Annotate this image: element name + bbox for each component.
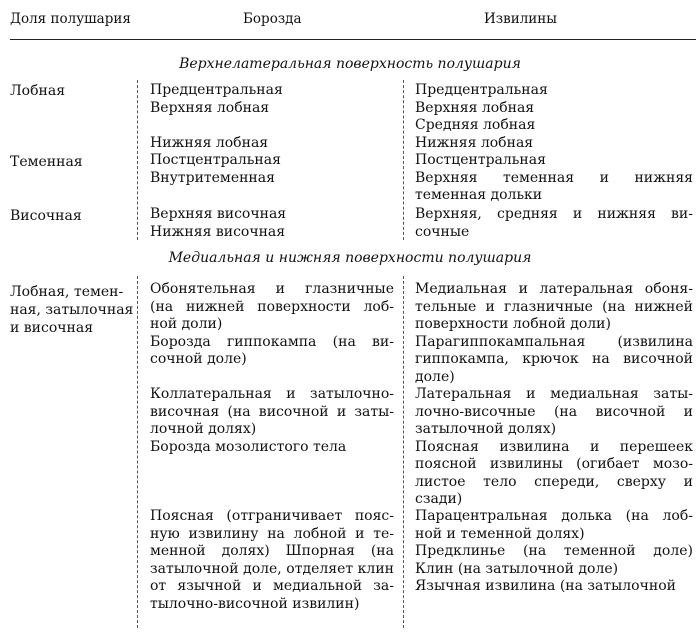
sulcus-line: височная (на височной и заты- — [150, 403, 394, 420]
lobe-line: ная, затылочная — [10, 302, 134, 318]
sulcus-cingulate-calcarine — [150, 508, 394, 613]
gyrus-line: сзади) — [415, 491, 463, 507]
column-divider — [137, 276, 138, 628]
gyri-frontal — [415, 82, 693, 152]
gyri-medial-3 — [415, 508, 693, 596]
gyrus-line: Язычная извилина (на затылочной — [415, 578, 676, 594]
sulcus-line: (на нижней поверхности лоб- — [150, 298, 394, 315]
gyrus-line: лочно-височные (на височной и — [415, 403, 693, 420]
gyrus-line: поясной извилины (огибает мозо- — [415, 456, 693, 472]
sulcus: Постцентральная — [150, 152, 281, 168]
sulcus-line: тылочно-височной извилин) — [150, 595, 360, 612]
gyrus: Верхняя теменная и нижняя — [415, 169, 693, 186]
sulci-frontal-inferior — [150, 135, 268, 153]
sulcus-line: сочной доле) — [150, 351, 247, 367]
gyrus: Верхняя, средняя и нижняя ви- — [415, 206, 693, 222]
sulcus: Предцентральная — [150, 82, 283, 98]
lobe-parietal: Теменная — [10, 154, 83, 170]
gyrus-line: Парацентральная долька (на лоб- — [415, 508, 693, 524]
sulcus: Нижняя височная — [150, 223, 286, 240]
header-rule — [10, 39, 696, 40]
column-divider — [137, 80, 138, 240]
sulcus: Нижняя лобная — [150, 135, 269, 151]
sulcus-line: Поясная (отграничивает пояс- — [150, 508, 394, 524]
header-lobe: Доля полушария — [10, 11, 131, 27]
gyri-medial-1 — [415, 281, 693, 386]
section-title-superolateral: Верхнелатеральная поверхность полушария — [179, 56, 521, 72]
gyrus-line: Поясная извилина и перешеек — [415, 438, 693, 455]
lobe-line: и височная — [10, 320, 94, 336]
gyrus: Средняя лобная — [415, 117, 536, 133]
gyrus-line: гиппокампа, крючок на височной — [415, 351, 693, 367]
sulcus-olfactory-orbital — [150, 281, 394, 369]
header-gyri: Извилины — [484, 11, 558, 27]
lobe-frontal: Лобная — [10, 83, 66, 99]
sulcus: Внутритеменная — [150, 169, 275, 186]
sulci-temporal — [150, 206, 286, 241]
column-divider — [403, 276, 404, 628]
sulcus: Верхняя височная — [150, 206, 287, 222]
lobe-temporal: Височная — [10, 208, 82, 224]
gyrus-line: Парагиппокампальная (извилина — [415, 333, 693, 350]
sulcus-line: от язычной и медиальной за- — [150, 578, 394, 594]
sulcus-line: менной долях) Шпорная (на — [150, 543, 394, 559]
sulcus-line: Борозда гиппокампа (на ви- — [150, 333, 394, 350]
section-title-medial-inferior: Медиальная и нижняя поверхности полушария — [168, 250, 532, 266]
gyrus-line: Медиальная и латеральная обоня- — [415, 281, 693, 297]
gyri-temporal — [415, 206, 693, 241]
sulcus-line: ную извилину на лобной и те- — [150, 525, 394, 542]
gyrus: сочные — [415, 223, 470, 240]
gyrus: Верхняя лобная — [415, 99, 535, 116]
gyrus-line: тельные и глазничные (на нижней — [415, 298, 693, 315]
gyrus: Предцентральная — [415, 82, 548, 98]
gyrus-line: ной и теменной долях) — [415, 525, 585, 542]
sulcus-line: Обонятельная и глазничные — [150, 281, 394, 297]
gyri-parietal — [415, 152, 693, 205]
gyri-medial-2 — [415, 386, 693, 509]
gyrus-line: Клин (на затылочной доле) — [415, 560, 619, 577]
sulcus-line: Коллатеральная и затылочно- — [150, 386, 394, 402]
gyrus: теменная дольки — [415, 187, 543, 203]
gyrus-line: доле) — [415, 368, 455, 385]
header-sulcus: Борозда — [243, 11, 302, 27]
gyrus-line: Предклинье (на теменной доле) — [415, 543, 693, 559]
gyrus: Постцентральная — [415, 152, 546, 168]
gyrus-line: поверхности лобной доли) — [415, 316, 611, 332]
gyrus-line: листое тело спереди, сверху и — [415, 473, 693, 490]
sulcus-line: ной доли) — [150, 316, 223, 332]
column-divider — [403, 80, 404, 240]
sulcus-line: лочной долях) — [150, 421, 257, 437]
lobe-all — [10, 283, 133, 337]
sulci-parietal — [150, 152, 281, 187]
sulcus-line: затылочной доле, отделяет клин — [150, 560, 394, 577]
gyrus-line: Латеральная и медиальная заты- — [415, 386, 693, 402]
sulcus: Верхняя лобная — [150, 99, 270, 116]
gyrus: Нижняя лобная — [415, 134, 534, 151]
sulcus-collateral — [150, 386, 394, 456]
sulci-frontal — [150, 82, 283, 117]
lobe-line: Лобная, темен- — [10, 284, 124, 300]
gyrus-line: затылочной долях) — [415, 421, 557, 437]
sulcus-line: Борозда мозолистого тела — [150, 438, 347, 455]
